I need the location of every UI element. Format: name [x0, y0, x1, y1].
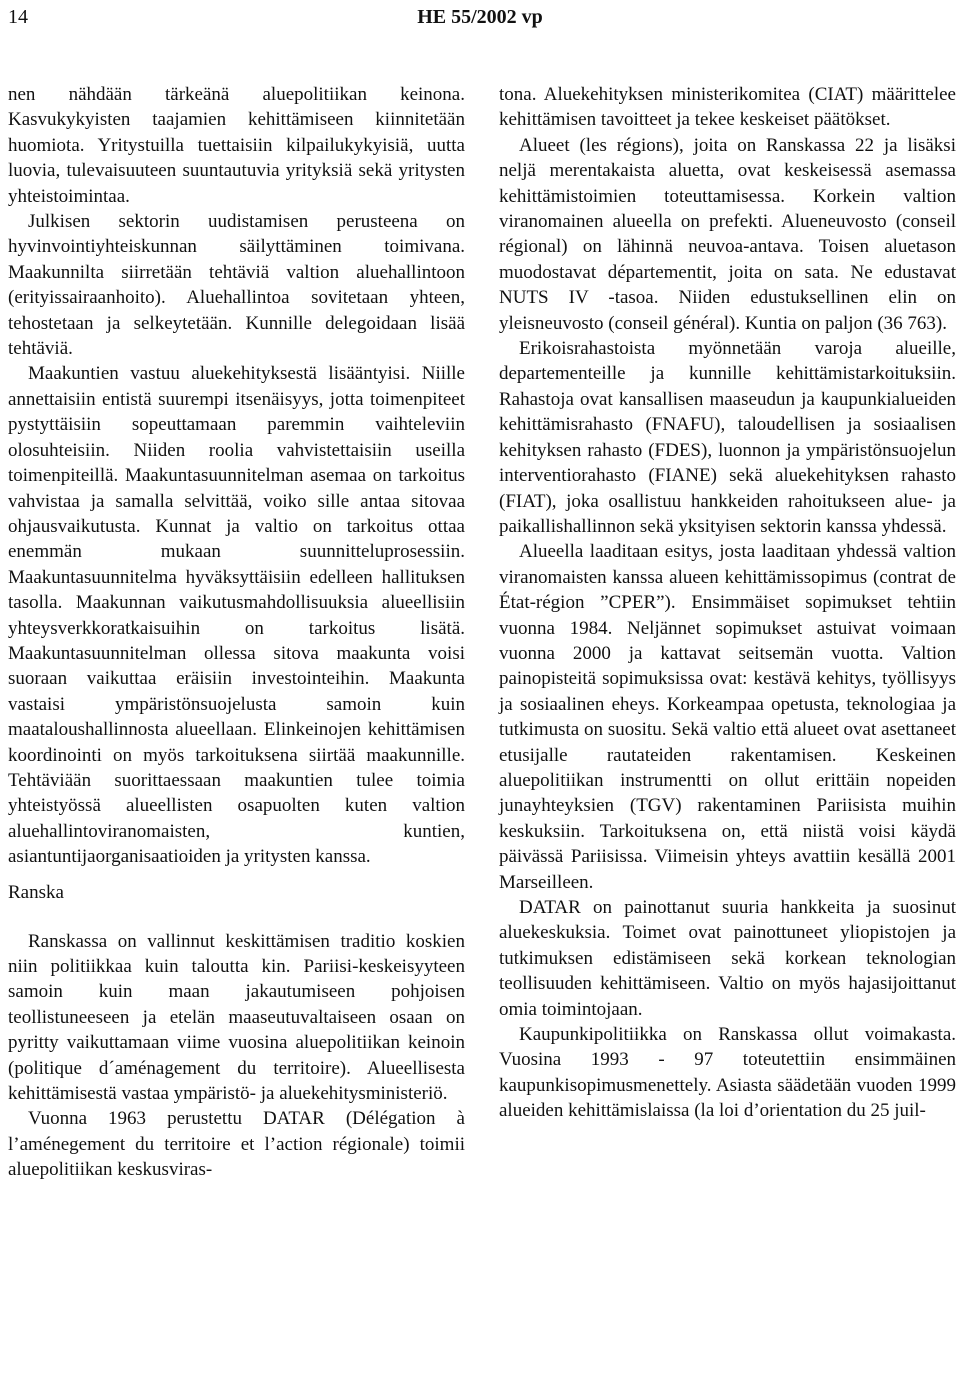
paragraph: Kaupunkipolitiikka on Ranskassa ollut voimakasta. Vuosina 1993 - 97 toteutettiin ensimmäinen kaupunkisopimusmenettely. Asiasta säädetään vuoden 1999 alueiden kehittämislaissa (la loi d’orientation du 25 juil-	[499, 1024, 956, 1122]
paragraph: Alueella laaditaan esitys, josta laaditaan yhdessä valtion viranomaisten kanssa alueen kehittämissopimus (contrat de État-région ”CPER”). Ensimmäiset sopimukset tehtiin vuonna 1984. Neljännet sopimukset astuivat voimaan vuonna 2000 ja kattavat seitsemän vuotta. Valtion painopisteitä sopimuksissa ovat: kestävä kehitys, työllisyys ja sosiaalinen eheys. Korkeampaa opetusta, teknologiaa ja tutkimusta on suositu. Sekä valtio että alueet ovat asettaneet etusijalle rautateiden rakentamisen. Keskeinen aluepolitiikan instrumentti on ollut erittäin nopeiden junayhteyksien (TGV) rakentaminen Pariisista muihin keskuksiin. Tarkoituksena on, että niistä voisi käydä päivässä Pariisissa. Viimeisin yhteys avattiin kesällä 2001 Marseilleen.	[499, 541, 956, 893]
paragraph: Julkisen sektorin uudistamisen perusteena on hyvinvointiyhteiskunnan säilyttäminen toimivana. Maakunnilta siirretään tehtäviä valtion aluehallintoon (erityissairaanhoito). Aluehallintoa sovitetaan yhteen, tehostetaan ja selkeytetään. Kunnille delegoidaan lisää tehtäviä.	[8, 211, 465, 360]
paragraph: Maakuntien vastuu aluekehityksestä lisääntyisi. Niille annettaisiin entistä suurempi itsenäisyys, jotta toimenpiteet pystyttäisiin sopeuttamaan paremmin vaihteleviin olosuhteisiin. Niiden roolia vahvistettaisiin useilla toimenpiteillä. Maakuntasuunnitelman asemaa on tarkoitus vahvistaa ja samalla selvittää, voiko sille antaa sitovaa ohjausvaikutusta. Kunnat ja valtio on tarkoitus ottaa enemmän mukaan suunnitteluprosessiin. Maakuntasuunnitelma hyväksyttäisiin edelleen hallituksen tasolla. Maakunnan vaikutusmahdollisuuksia alueellisiin yhteysverkkoratkaisuihin on tarkoitus lisätä. Maakuntasuunnitelman ollessa sitova maakunta voisi suoraan vaikuttaa eräisiin investointeihin. Maakunta vastaisi ympäristönsuojelusta samoin kuin maataloushallinnosta alueellaan. Elinkeinojen kehittämisen koordinointi on myös tarkoituksena siirtää maakunnille. Tehtäviään suorittaessaan maakuntien tulee toimia yhteistyössä alueellisten osapuolten kuten valtion aluehallintoviranomaisten, kuntien, asiantuntijaorganisaatioiden ja yritysten kanssa.	[8, 363, 465, 868]
paragraph: nen nähdään tärkeänä aluepolitiikan keinona. Kasvukykyisten taajamien kehittämiseen kiinnitetään huomiota. Yritystuilla tuettaisiin kilpailukykyisiä, uutta luovia, tulevaisuuteen suuntautuvia yrityksiä sekä yritysten yhteistoimintaa.	[8, 84, 465, 207]
right-column	[499, 82, 956, 1124]
page-header	[0, 0, 960, 40]
paragraph: Vuonna 1963 perustettu DATAR (Délégation à l’aménegement du territoire et l’action régionale) toimii aluepolitiikan keskusviras-	[8, 1108, 465, 1181]
section-heading: Ranska	[8, 881, 64, 903]
left-column	[8, 82, 465, 1183]
document-code: HE 55/2002 vp	[417, 6, 543, 28]
paragraph: DATAR on painottanut suuria hankkeita ja suosinut aluekeskuksia. Toimet ovat painottuneet yliopistojen ja tutkimuksen edistämiseen sekä korkean teknologian teollisuuden kehittämiseen. Valtio on myös hajasijoittanut omia toimintojaan.	[499, 897, 956, 1020]
page-number: 14	[8, 6, 28, 28]
paragraph: Ranskassa on vallinnut keskittämisen traditio koskien niin politiikkaa kuin taloutta kin. Pariisi-keskeisyyteen samoin kuin maan jakautumiseen pohjoisen teollistuneeseen ja etelän maaseutuvaltaiseen osaan on pyritty vaikuttamaan viime vuosina aluepolitiikan keinoin (politique d´aménagement du territoire). Alueellisesta kehittämisestä vastaa ympäristö- ja aluekehitysministeriö.	[8, 930, 465, 1105]
paragraph: Alueet (les régions), joita on Ranskassa 22 ja lisäksi neljä merentakaista aluetta, ovat keskeisessä asemassa kehittämistoimien toteuttamisessa. Korkein valtion viranomainen alueella on prefekti. Alueneuvosto (conseil régional) on lähinnä neuvoa-antava. Toisen aluetason muodostavat départementit, joita on sata. Ne edustavat NUTS IV -tasoa. Niiden edustuksellinen elin on yleisneuvosto (conseil général). Kuntia on paljon (36 763).	[499, 134, 956, 334]
paragraph: tona. Aluekehityksen ministerikomitea (CIAT) määrittelee kehittämisen tavoitteet ja tekee keskeiset päätökset.	[499, 84, 956, 131]
paragraph: Erikoisrahastoista myönnetään varoja alueille, departementeille ja kunnille kehittämistarkoituksiin. Rahastoja ovat kansallisen maaseudun ja kaupunkialueiden kehittämisrahasto (FNAFU), taloudellisen ja sosiaalisen kehityksen rahasto (FDES), luonnon ja ympäristönsuojelun interventiorahasto (FIANE) sekä aluekehityksen rahasto (FIAT), joka osallistuu hankkeiden rahoitukseen alue- ja paikallishallinnon sekä yksityisen sektorin kanssa yhdessä.	[499, 338, 956, 537]
